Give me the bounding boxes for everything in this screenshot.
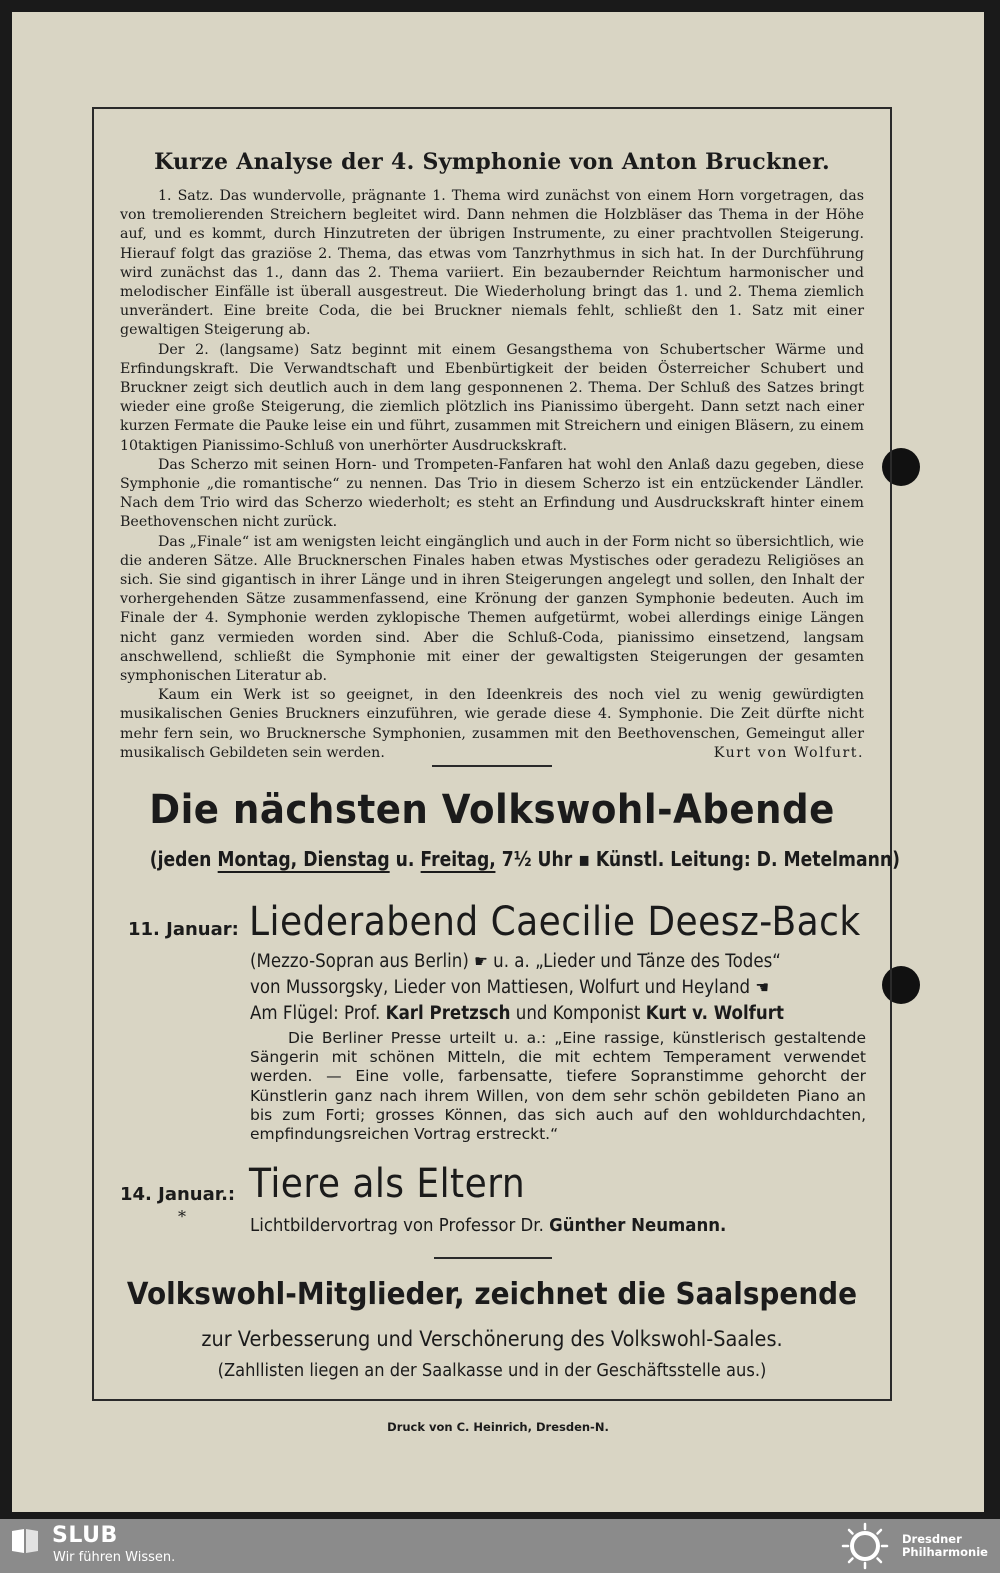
event2-date: 14. Januar.: [120,1184,236,1205]
schedule-montag-dienstag: Montag, Dienstag [217,847,390,871]
event2-asterisk: * [178,1207,186,1226]
event2-description [250,1215,726,1236]
event1-pianist: Karl Pretzsch [385,1003,511,1024]
donation-purpose: zur Verbesserung und Verschönerung des Volkswohl-Saales. [201,1327,783,1351]
analysis-text [120,187,864,763]
event1-line-1 [250,949,804,975]
analysis-title: Kurze Analyse der 4. Symphonie von Anton Bruckner. [154,149,830,175]
event1-voice: (Mezzo-Sopran aus Berlin) [250,951,469,972]
footer-bar [0,1519,1000,1573]
slub-logo-icon [10,1527,40,1555]
event1-date: 11. Januar: [128,919,239,940]
event1-composer: Kurt v. Wolfurt [645,1003,784,1024]
analysis-paragraph-5-text: Kaum ein Werk ist so geeignet, in den Ideenkreis des noch viel zu wenig gewürdigten musikalischen Genies Bruckners einzuführen, wie gerade diese 4. Symphonie. Die Zeit dürfte nicht mehr fern sein, wo Brucknersche Symphonien, zusammen mit den Beethovenschen, Gemeingut aller musikalisch Gebildeten sein werden. [120,687,864,761]
program-heading: Die nächsten Volkswohl-Abende [149,787,835,833]
analysis-paragraph-2: Der 2. (langsame) Satz beginnt mit einem Gesangsthema von Schubertscher Wärme und Erfindungskraft. Die Verwandtschaft und Ebenbürtigkeit der beiden Österreicher Schubert und Bruckner zeigt sich deutlich auch in dem lang gesponnenen 2. Thema. Der Schluß des Satzes bringt wieder eine große Steigerung, die ziemlich plötzlich ins Pianissimo übergeht. Dann setzt nach einer kurzen Fermate die Pauke leise ein und führt, zusammen mit Streichern und einigen Bläsern, zu einem 10taktigen Pianissimo-Schluß von unerhörter Ausdruckskraft. [120,341,864,454]
slub-tagline: Wir führen Wissen. [53,1550,176,1565]
analysis-paragraph-5 [120,686,864,763]
document-page [12,12,984,1512]
divider-2 [434,1257,552,1259]
pointing-hand-left-icon: ☚ [755,978,770,998]
donation-note: (Zahllisten liegen an der Saalkasse und in der Geschäftsstelle aus.) [217,1361,767,1381]
event1-songs: u. a. „Lieder und Tänze des Todes“ [493,951,781,972]
philharmonie-line-1: Dresdner [902,1532,962,1546]
philharmonie-logo-icon [840,1521,890,1571]
event2-speaker: Günther Neumann. [549,1215,727,1236]
schedule-open: (jeden [149,847,218,871]
event2-title: Tiere als Eltern [249,1161,526,1207]
event1-and-composer: und Komponist [510,1003,646,1024]
philharmonie-name [902,1533,988,1559]
event1-piano-label: Am Flügel: Prof. [250,1003,386,1024]
event1-press-quote: Die Berliner Presse urteilt u. a.: „Eine rassige, künstlerisch gestaltende Sängerin mit schönen Mitteln, die mit echtem Temperament verwendet werden. — Eine volle, farbensatte, tiefere Sopranstimme gehorcht der Künstlerin ganz nach ihrem Willen, von dem sehr schön gebildeten Piano an bis zum Forti; grosses Können, das sich auch auf den wohldurchdachten, empfindungsreichen Vortrag erstreckt.“ [250,1029,866,1144]
analysis-paragraph-3: Das Scherzo mit seinen Horn- und Trompeten-Fanfaren hat wohl den Anlaß dazu gegeben, diese Symphonie „die romantische“ zu nennen. Das Trio in diesem Scherzo ist ein entzückender Ländler. Nach dem Trio wird das Scherzo wiederholt; es steht an Erfindung und Ausdruckskraft hinter einem Beethovenschen nicht zurück. [120,456,864,531]
printer-imprint: Druck von C. Heinrich, Dresden-N. [387,1420,609,1434]
philharmonie-line-2: Philharmonie [902,1545,988,1559]
pointing-hand-right-icon: ☛ [474,952,488,972]
event1-title: Liederabend Caecilie Deesz-Back [249,899,861,945]
event1-line-3 [250,1001,804,1026]
event2-desc-text: Lichtbildervortrag von Professor Dr. [250,1215,550,1236]
analysis-paragraph-4: Das „Finale“ ist am wenigsten leicht eingänglich und auch in der Form nicht so übersichtlich, wie die anderen Sätze. Alle Brucknerschen Finales haben etwas Mystisches oder geradezu Religiöses an sich. Sie sind gigantisch in ihrer Länge und in ihren Steigerungen angelegt und sollen, den Inhalt der vorhergehenden Sätze zusammenfassend, eine Krönung der ganzen Symphonie bedeuten. Auch im Finale der 4. Symphonie werden zyklopische Themen aufgetürmt, wobei allerdings einige Längen nicht ganz vermieden worden sind. Aber die Schluß-Coda, pianissimo einsetzend, langsam anschwellend, schließt die Symphonie mit einer der gewaltigsten Steigerungen der gesamten symphonischen Literatur ab. [120,533,864,685]
analysis-paragraph-1: 1. Satz. Das wundervolle, prägnante 1. Thema wird zunächst von einem Horn vorgetragen, das von tremolierenden Streichern begleitet wird. Dann nehmen die Holzbläser das Thema in der Höhe auf, und es kommt, durch Hinzutreten der übrigen Instrumente, zu einer prachtvollen Steigerung. Hierauf folgt das graziöse 2. Thema, das etwas vom Tanzrhythmus in sich hat. In der Durchführung wird zunächst das 1., dann das 2. Thema variiert. Ein bezaubernder Reichtum harmonischer und melodischer Einfälle ist überall ausgestreut. Die Wiederholung bringt das 1. und 2. Thema ziemlich unverändert. Eine breite Coda, die bei Bruckner niemals fehlt, schließt den 1. Satz mit einer gewaltigen Steigerung ab. [120,188,864,339]
event1-composers: von Mussorgsky, Lieder von Mattiesen, Wolfurt und Heyland [250,977,751,998]
event1-details [250,949,866,1026]
donation-appeal: Volkswohl-Mitglieder, zeichnet die Saalspende [126,1277,858,1312]
content-frame [92,107,900,1401]
slub-name: SLUB [52,1523,118,1548]
divider-1 [432,765,552,767]
author-signature: Kurt von Wolfurt. [713,744,864,761]
event1-line-2 [250,975,804,1001]
program-schedule [149,847,900,871]
schedule-freitag: Freitag, [420,847,496,871]
schedule-and: u. [389,847,421,871]
schedule-rest: 7½ Uhr ▪ Künstl. Leitung: D. Metelmann) [495,847,900,871]
